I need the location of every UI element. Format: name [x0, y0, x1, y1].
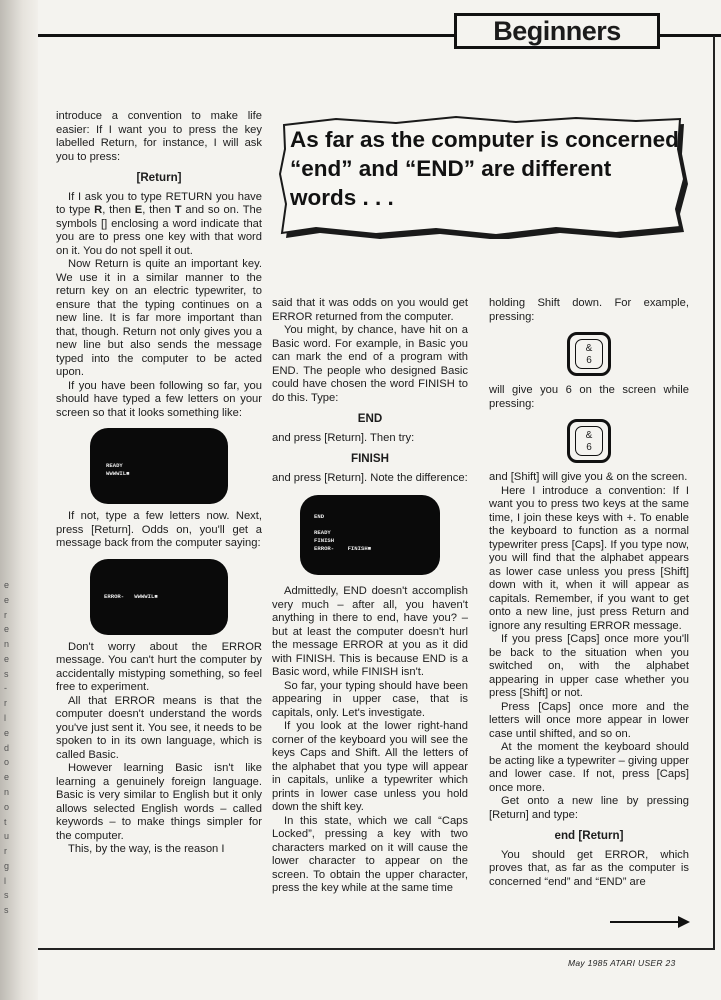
paragraph: Don't worry about the ERROR message. You can't hurt the computer by accidentally mistyping something, so feel free to experiment. — [56, 640, 262, 693]
gutter-letter: s — [4, 890, 9, 901]
gutter-letter: e — [4, 594, 10, 605]
screen-text: ERROR- WWWWIL■ — [104, 592, 158, 600]
paragraph: If you look at the lower right-hand corner of the keyboard you will see the keys Caps and Shift. All the letters of the alphabet that you type will appear in capitals, unlike a typewriter which prints in lower case unless you hold down the shift key. — [272, 720, 468, 813]
gutter-letter: t — [4, 816, 7, 827]
frame-bottom-rule — [38, 948, 715, 950]
paragraph: Admittedly, END doesn't accomplish very much – after all, you haven't anything in there to end, have you? – but at least the computer doesn't hurl the message ERROR at you as it did with FINISH. This is because END is a Basic word, while FINISH isn't. — [272, 585, 468, 678]
paragraph: Now Return is quite an important key. We use it in a similar manner to the return key on an electric typewriter, to ensure that the typing continues on a new line. It is far more important than that, though. Return not only gives you a new line but also sends the message typed into the computer to be acted upon. — [56, 258, 262, 378]
previous-page-gutter — [0, 0, 38, 1000]
paragraph: said that it was odds on you would get ERROR returned from the computer. — [272, 297, 468, 323]
headline-pullquote — [276, 109, 688, 239]
paragraph: and press [Return]. Then try: — [272, 431, 415, 444]
paragraph: If you press [Caps] once more you'll be back to the situation when you switched on, with the alphabet appearing in upper case whether you press [Shift] or not. — [489, 633, 689, 699]
gutter-letter: o — [4, 801, 10, 812]
gutter-letter: e — [4, 727, 10, 738]
frame-right-rule — [713, 36, 715, 948]
gutter-letter: u — [4, 831, 10, 842]
column-2 — [272, 297, 468, 896]
gutter-letter: s — [4, 905, 9, 916]
gutter-letter: s — [4, 668, 9, 679]
gutter-letter: n — [4, 639, 10, 650]
command-end-return: end [Return] — [554, 829, 624, 842]
command-return: [Return] — [136, 171, 182, 184]
paragraph: In this state, which we call “Caps Locked”, pressing a key with two characters marked on it will cause the lower character to appear on the screen. To obtain the upper character, press the key while at the same time — [272, 814, 468, 894]
paragraph: and press [Return]. Note the difference: — [272, 471, 468, 484]
paragraph: All that ERROR means is that the computer doesn't understand the words you've just sent it. You see, it needs to be spoken to in its own language, which is called Basic. — [56, 694, 262, 761]
paragraph: will give you 6 on the screen while pressing: — [489, 384, 689, 410]
tv-screen-error — [90, 559, 228, 635]
gutter-letter: o — [4, 757, 10, 768]
key-cap — [575, 339, 603, 369]
paragraph: holding Shift down. For example, pressing: — [489, 297, 689, 323]
headline-text: As far as the computer is concerned “end” and “END” are different words . . . — [290, 127, 679, 210]
gutter-letter: g — [4, 860, 10, 871]
keyboard-key-6 — [567, 332, 611, 376]
column-3 — [489, 297, 689, 889]
gutter-letter: e — [4, 624, 10, 635]
paragraph: You should get ERROR, which proves that, as far as the computer is concerned “end” and “END” are — [489, 848, 689, 888]
gutter-letter: e — [4, 580, 10, 590]
key-upper-char: & — [585, 430, 593, 441]
gutter-letter: r — [4, 846, 7, 857]
gutter-letter: e — [4, 772, 10, 783]
paragraph: introduce a convention to make life easier: If I want you to press the key labelled Return, for instance, I will ask you to press: — [56, 110, 262, 163]
key-lower-char: 6 — [586, 355, 592, 366]
key-lower-char: 6 — [586, 442, 592, 453]
paragraph: and [Shift] will give you & on the screen. — [489, 471, 688, 483]
gutter-letter: l — [4, 713, 6, 724]
paragraph: You might, by chance, have hit on a Basic word. For example, in Basic you can mark the end of a program with END. The people who designed Basic could have chosen the word FINISH to do this. Type: — [272, 324, 468, 404]
tv-screen-finish — [300, 495, 440, 575]
command-end: END — [357, 412, 383, 425]
gutter-letter: n — [4, 786, 10, 797]
gutter-letter: d — [4, 742, 10, 753]
screen-text: END READY FINISH ERROR- FINISH■ — [314, 513, 372, 552]
paragraph: This, by the way, is the reason I — [68, 843, 225, 855]
paragraph: However learning Basic isn't like learning a genuinely foreign language. Basic is very similar to English but it only allows selected English words – called keywords – to make things simpler for the computer. — [56, 762, 262, 842]
paragraph: If not, type a few letters now. Next, press [Return]. Odds on, you'll get a message back from the computer saying: — [56, 510, 262, 549]
paragraph: So far, your typing should have been appearing in upper case, that is capitals, only. Let's investigate. — [272, 679, 468, 719]
magazine-page — [38, 0, 721, 1000]
page-folio: May 1985 ATARI USER 23 — [568, 958, 676, 968]
tv-screen-ready — [90, 428, 228, 504]
gutter-letter: r — [4, 698, 7, 709]
key-cap — [575, 426, 603, 456]
paragraph: Here I introduce a convention: If I want you to press two keys at the same time, I join these keys with +. To enable the keyboard to function as a normal typewriter press [Caps]. If you type now, you will find that the alphabet appears as lower case unless you press [Shift] down with it, when it will appear as capitals. Remember, if you want to get onto a new line, just press Return and ignore any resulting ERROR message. — [489, 484, 689, 632]
paragraph: Get onto a new line by pressing [Return] and type: — [489, 795, 689, 821]
section-label: Beginners — [454, 13, 660, 49]
paragraph: If you have been following so far, you should have typed a few letters on your screen so that it looks something like: — [56, 379, 262, 419]
gutter-letter: e — [4, 653, 10, 664]
keyboard-key-6 — [567, 419, 611, 463]
column-1 — [56, 110, 262, 857]
paragraph: Press [Caps] once more and the letters will once more appear in lower case until shifted, and so on. — [489, 700, 689, 740]
gutter-letter: - — [4, 683, 7, 694]
gutter-letter: r — [4, 609, 7, 620]
command-finish: FINISH — [350, 452, 389, 465]
key-upper-char: & — [585, 343, 593, 354]
paragraph: At the moment the keyboard should be acting like a typewriter – giving upper and lower case. If not, press [Caps] once more. — [489, 741, 689, 794]
continue-arrow-icon — [610, 915, 690, 929]
screen-text: READY WWWWIL■ — [106, 462, 130, 477]
paragraph: If I ask you to type RETURN you have to type R, then E, then T and so on. The symbols [] enclosing a word indicate that you are to press one key with that word on it. You do not spell it out. — [56, 190, 262, 257]
gutter-letter: l — [4, 875, 6, 886]
